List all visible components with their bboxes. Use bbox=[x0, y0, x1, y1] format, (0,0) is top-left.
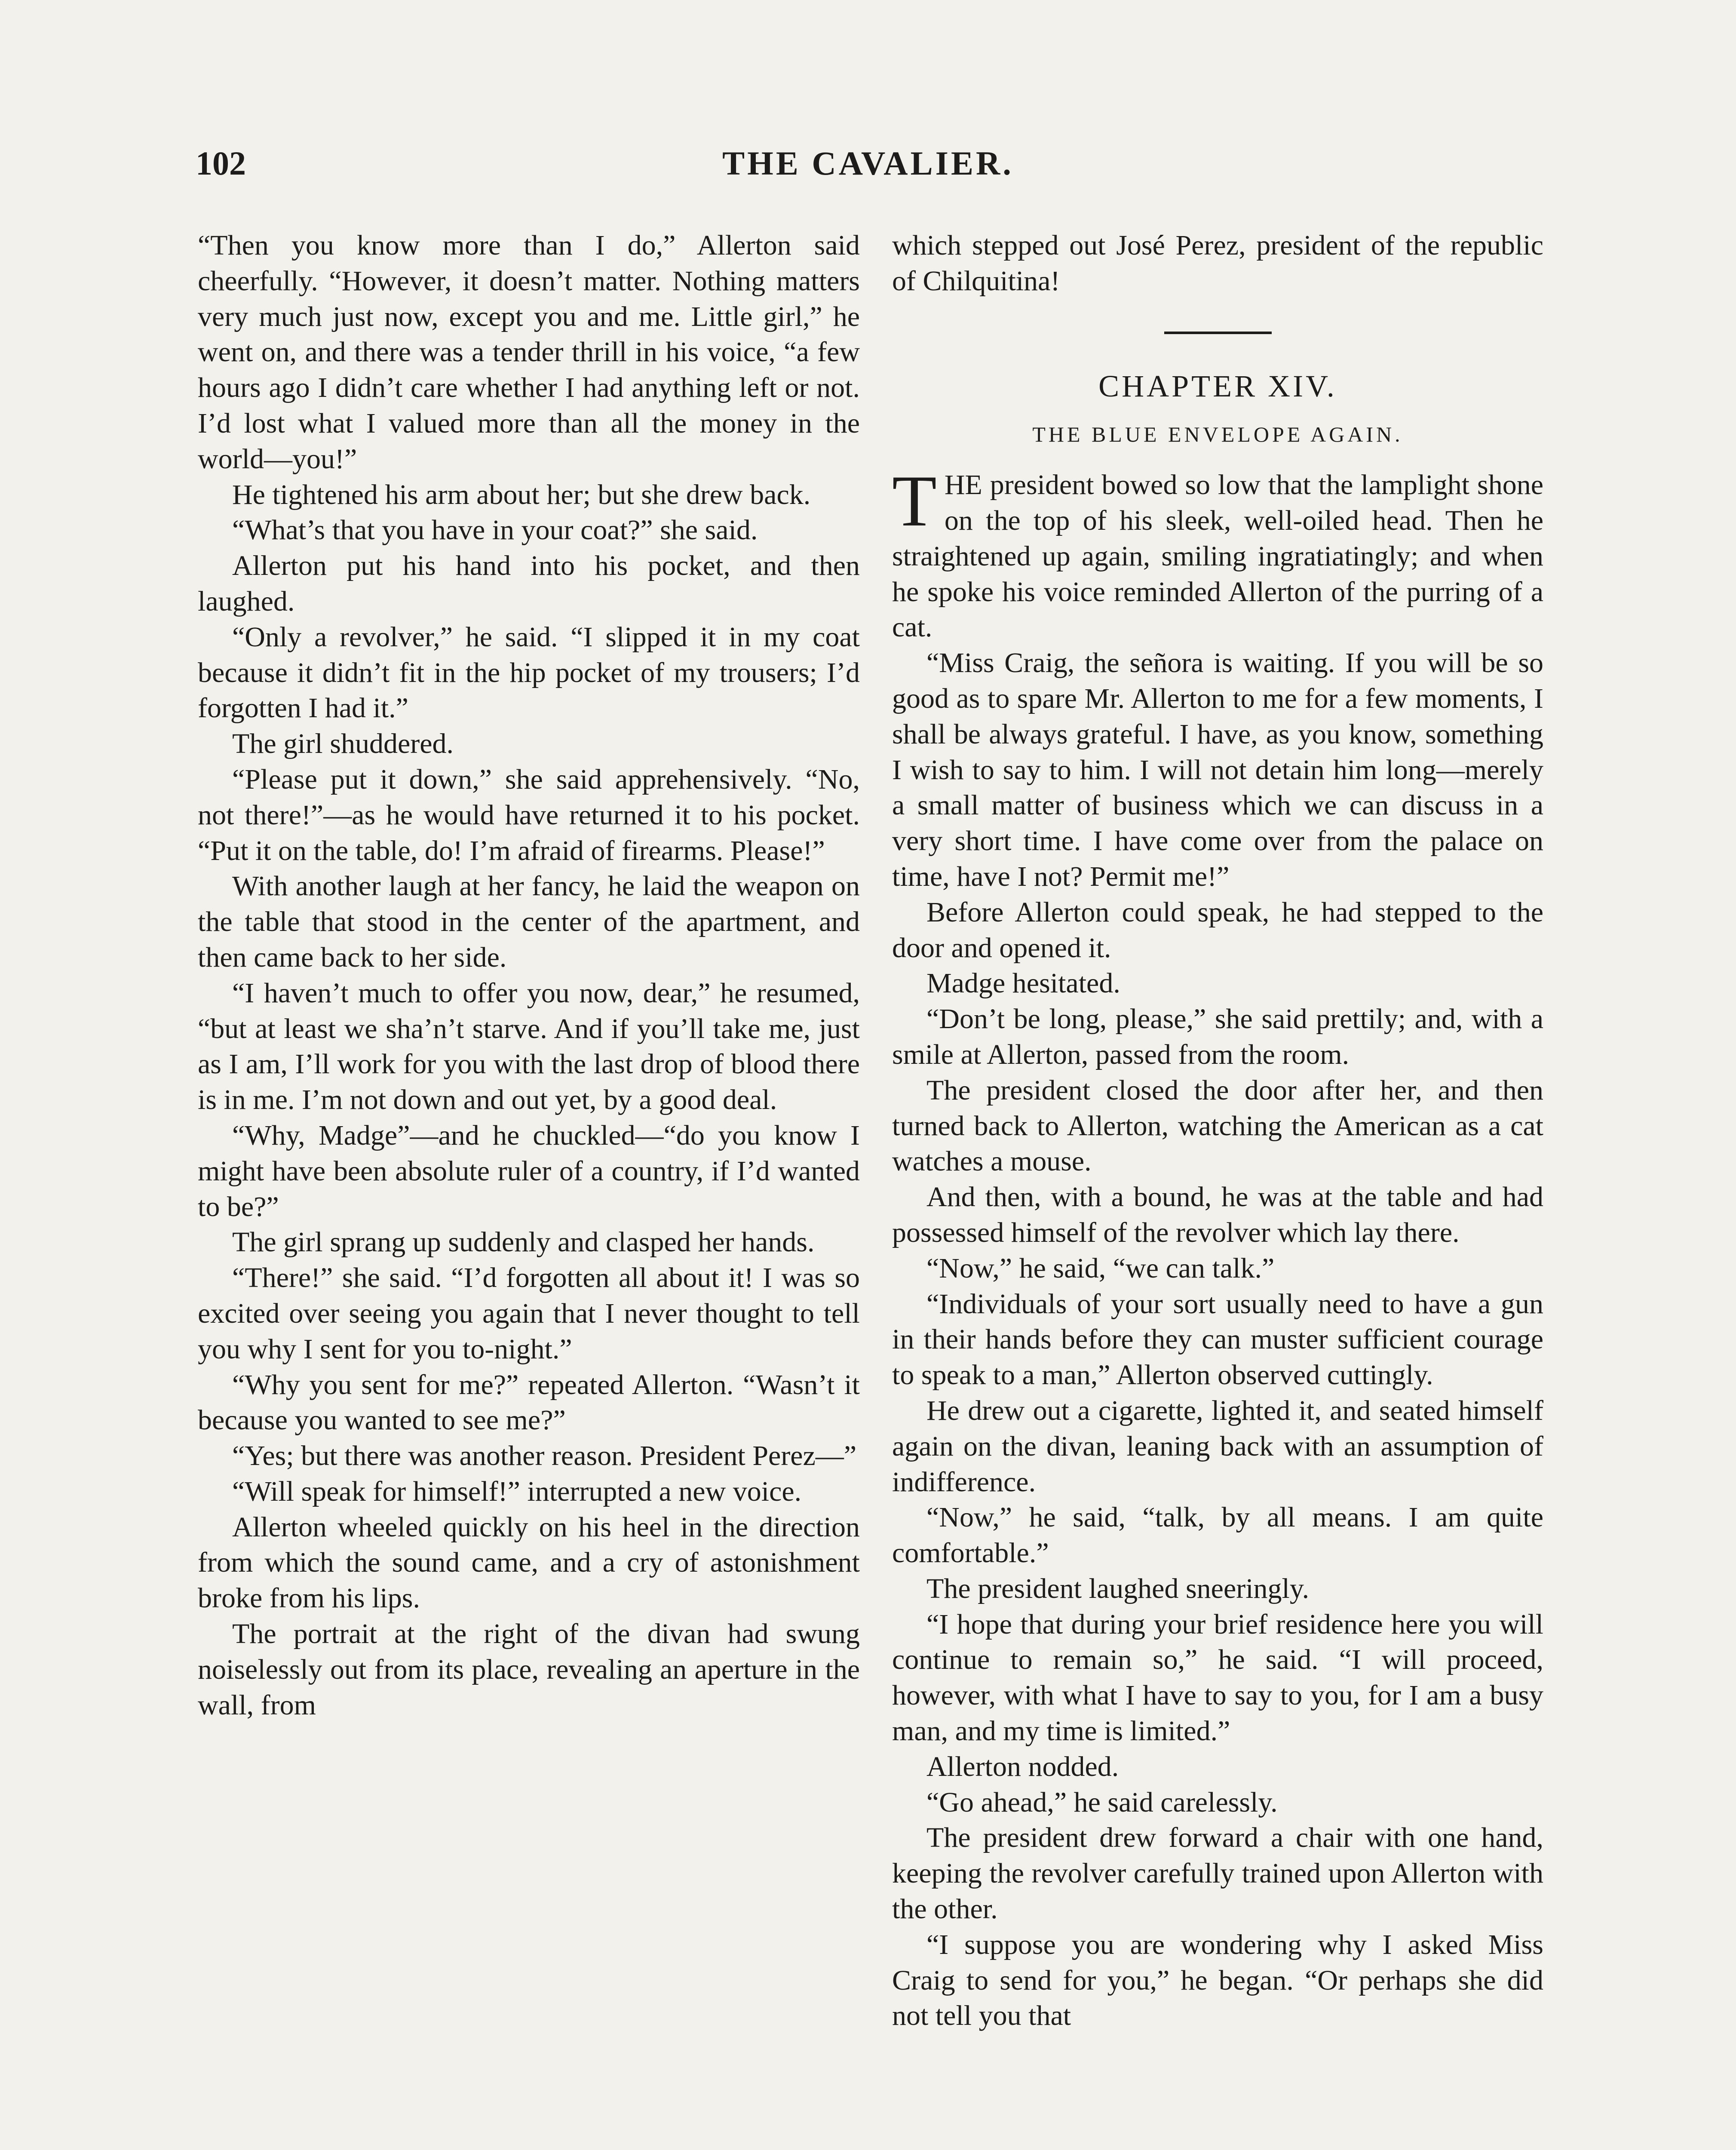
paragraph: “Miss Craig, the señora is waiting. If you will be so good as to spare Mr. Allerton to me for a few moments, I shall be always grateful. I have, as you know, something I wish to say to him. I will not detain him long—merely a small matter of business which we can discuss in a very short time. I have come over from the palace on time, have I not? Permit me!” bbox=[892, 647, 1543, 892]
paragraph: The girl shuddered. bbox=[232, 728, 454, 760]
paragraph: “Why you sent for me?” repeated Allerton. “Wasn’t it because you wanted to see me?” bbox=[198, 1369, 860, 1436]
paragraph: “Don’t be long, please,” she said prettily; and, with a smile at Allerton, passed from the room. bbox=[892, 1003, 1543, 1070]
left-column bbox=[198, 228, 860, 1723]
paragraph bbox=[892, 461, 1543, 645]
paragraph: The president laughed sneeringly. bbox=[926, 1573, 1310, 1604]
paragraph: “What’s that you have in your coat?” she said. bbox=[232, 514, 758, 546]
paragraph: “There!” she said. “I’d forgotten all about it! I was so excited over seeing you again that I never thought to tell you why I sent for you to-night.” bbox=[198, 1262, 860, 1365]
drop-cap: T bbox=[892, 461, 937, 542]
paragraph: He tightened his arm about her; but she drew back. bbox=[232, 479, 811, 510]
paragraph: “Go ahead,” he said carelessly. bbox=[926, 1786, 1278, 1818]
paragraph: “I hope that during your brief residence here you will continue to remain so,” he said. “I will proceed, however, with what I have to say to you, for I am a busy man, and my time is limited.” bbox=[892, 1608, 1543, 1747]
paragraph: The portrait at the right of the divan had swung noiselessly out from its place, revealing an aperture in the wall, from bbox=[198, 1618, 860, 1721]
paragraph: “Individuals of your sort usually need to have a gun in their hands before they can muster sufficient courage to speak to a man,” Allerton observed cuttingly. bbox=[892, 1288, 1543, 1391]
running-head: THE CAVALIER. bbox=[722, 144, 1014, 182]
paragraph: And then, with a bound, he was at the table and had possessed himself of the revolver which lay there. bbox=[892, 1181, 1543, 1248]
paragraph: “Now,” he said, “talk, by all means. I am quite comfortable.” bbox=[892, 1502, 1543, 1569]
chapter-subtitle: THE BLUE ENVELOPE AGAIN. bbox=[1032, 422, 1403, 447]
paragraph: Allerton nodded. bbox=[926, 1751, 1119, 1782]
right-column bbox=[892, 228, 1543, 2034]
paragraph: “Why, Madge”—and he chuckled—“do you know I might have been absolute ruler of a country, if I’d wanted to be?” bbox=[198, 1119, 860, 1222]
section-rule bbox=[1164, 332, 1272, 334]
paragraph-text: HE president bowed so low that the lamplight shone on the top of his sleek, well-oiled head. Then he straightened up again, smiling ingratiatingly; and when he spoke his voice reminded Allerton of the purring of a cat. bbox=[892, 469, 1543, 643]
paragraph: With another laugh at her fancy, he laid the weapon on the table that stood in the center of the apartment, and then came back to her side. bbox=[198, 870, 860, 973]
paragraph: The girl sprang up suddenly and clasped her hands. bbox=[232, 1226, 815, 1258]
paragraph: The president drew forward a chair with one hand, keeping the revolver carefully trained upon Allerton with the other. bbox=[892, 1822, 1543, 1925]
paragraph: Allerton wheeled quickly on his heel in the direction from which the sound came, and a cry of astonishment broke from his lips. bbox=[198, 1511, 860, 1614]
paragraph: He drew out a cigarette, lighted it, and seated himself again on the divan, leaning back with an assumption of indifference. bbox=[892, 1394, 1543, 1498]
paragraph: Before Allerton could speak, he had stepped to the door and opened it. bbox=[892, 896, 1543, 964]
paragraph: The president closed the door after her, and then turned back to Allerton, watching the American as a cat watches a mouse. bbox=[892, 1074, 1543, 1177]
paragraph: “Now,” he said, “we can talk.” bbox=[926, 1252, 1275, 1284]
page-number: 102 bbox=[196, 144, 246, 182]
chapter-title: CHAPTER XIV. bbox=[1098, 369, 1337, 403]
paragraph: “Will speak for himself!” interrupted a new voice. bbox=[232, 1475, 802, 1507]
paragraph: Madge hesitated. bbox=[926, 968, 1120, 999]
paragraph: “I suppose you are wondering why I asked Miss Craig to send for you,” he began. “Or perhaps she did not tell you that bbox=[892, 1929, 1543, 2032]
paragraph: which stepped out José Perez, president of the republic of Chilquitina! bbox=[892, 230, 1543, 297]
paragraph: “Yes; but there was another reason. President Perez—” bbox=[232, 1440, 857, 1472]
paragraph: Allerton put his hand into his pocket, and then laughed. bbox=[198, 550, 860, 617]
paragraph: “Only a revolver,” he said. “I slipped it in my coat because it didn’t fit in the hip pocket of my trousers; I’d forgotten I had it.” bbox=[198, 621, 860, 724]
paragraph: “I haven’t much to offer you now, dear,” he resumed, “but at least we sha’n’t starve. And if you’ll take me, just as I am, I’ll work for you with the last drop of blood there is in me. I’m not down and out yet, by a good deal. bbox=[198, 977, 860, 1116]
paragraph: “Please put it down,” she said apprehensively. “No, not there!”—as he would have returned it to his pocket. “Put it on the table, do! I’m afraid of firearms. Please!” bbox=[198, 763, 860, 866]
paragraph: “Then you know more than I do,” Allerton said cheerfully. “However, it doesn’t matter. Nothing matters very much just now, except you and me. Little girl,” he went on, and there was a tender thrill in his voice, “a few hours ago I didn’t care whether I had anything left or not. I’d lost what I valued more than all the money in the world—you!” bbox=[198, 230, 860, 475]
